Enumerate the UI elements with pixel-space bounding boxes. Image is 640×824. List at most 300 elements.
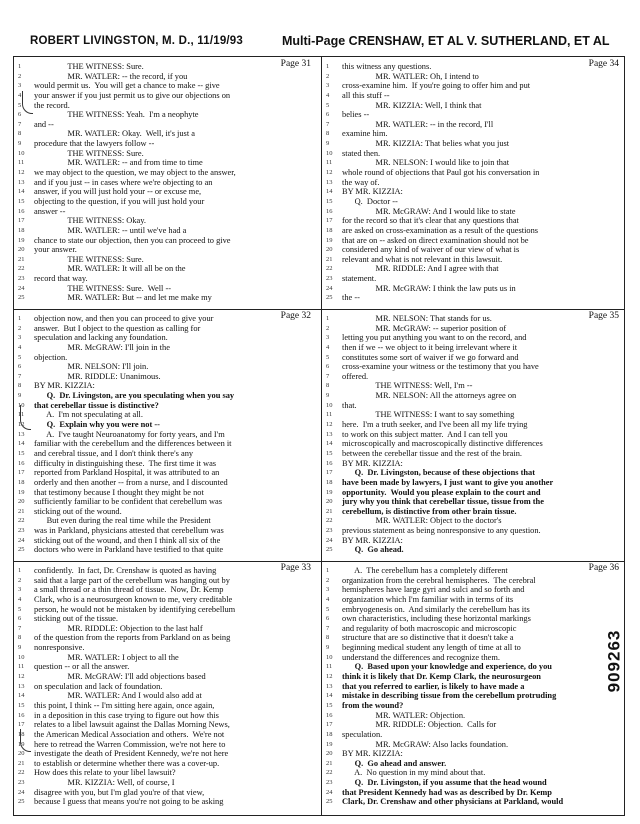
line-number: 1 — [18, 63, 22, 70]
bates-stamp: 909263 — [604, 629, 624, 693]
line-number: 4 — [18, 343, 22, 351]
line-text: relates to a libel lawsuit against the Dallas Morning News, — [34, 720, 230, 730]
transcript-line — [324, 439, 622, 449]
line-text: objection now, and then you can proceed to give your — [34, 314, 214, 323]
transcript-line — [324, 497, 622, 507]
line-text: then if we -- we object to it being irrelevant where it — [342, 342, 518, 352]
line-number: 19 — [326, 236, 333, 244]
page-number: Page 33 — [280, 563, 311, 573]
line-number: 16 — [326, 711, 333, 719]
transcript-line — [16, 353, 314, 363]
line-text: investigate the death of President Kennedy, we're not here — [34, 749, 229, 759]
line-number: 1 — [18, 567, 22, 574]
deposition-title: ROBERT LIVINGSTON, M. D., 11/19/93 — [30, 35, 244, 47]
line-number: 19 — [18, 488, 25, 496]
line-text: MR. WATLER: Okay. Well, it's just a — [34, 129, 195, 139]
line-number: 14 — [326, 440, 333, 448]
line-number: 19 — [18, 236, 25, 244]
line-number: 12 — [18, 673, 25, 681]
line-number: 7 — [326, 624, 330, 632]
line-text: Q. Based upon your knowledge and experience, do you — [342, 662, 552, 672]
transcript-line — [16, 516, 314, 526]
line-text: whole round of objections that Paul got his conversation in — [342, 168, 540, 178]
line-number: 6 — [326, 111, 330, 119]
transcript-line — [16, 158, 314, 168]
transcript-line — [324, 797, 622, 807]
transcript-line — [16, 711, 314, 721]
line-number: 10 — [18, 401, 25, 409]
line-number: 6 — [18, 363, 22, 371]
line-text: speculation and lacking any foundation. — [34, 333, 168, 343]
line-number: 10 — [18, 149, 25, 157]
line-text: A. I'm not speculating at all. — [34, 410, 143, 420]
line-number: 16 — [18, 459, 25, 467]
line-number: 24 — [326, 536, 333, 544]
case-title: Multi-Page CRENSHAW, ET AL V. SUTHERLAND, ET AL — [282, 34, 610, 48]
line-text: difficulty in distinguishing these. The first time it was — [34, 458, 217, 468]
transcript-line — [324, 91, 622, 101]
transcript-line — [16, 585, 314, 595]
transcript-line — [16, 401, 314, 411]
line-number: 1 — [326, 315, 330, 322]
row-divider — [14, 309, 624, 310]
line-number: 11 — [18, 411, 25, 419]
line-text: embryogenesis on. And similarly the cerebellum has its — [342, 604, 530, 614]
transcript-line — [16, 478, 314, 488]
line-number: 2 — [18, 72, 22, 80]
line-text: person, he would not be mistaken by identifying cerebellum — [34, 604, 236, 614]
transcript-line — [16, 381, 314, 391]
line-text: MR. RIDDLE: Unanimous. — [34, 371, 161, 381]
margin-mark — [22, 91, 33, 114]
transcript-line — [324, 759, 622, 769]
transcript-line — [324, 420, 622, 430]
line-number: 18 — [18, 478, 25, 486]
line-number: 6 — [18, 111, 22, 119]
transcript-line — [324, 293, 622, 303]
transcript-line — [16, 178, 314, 188]
transcript-line — [324, 197, 622, 207]
transcript-line — [324, 101, 622, 111]
line-text: own characteristics, including these horizontal markings — [342, 614, 531, 624]
line-number: 23 — [18, 779, 25, 787]
margin-mark — [20, 405, 31, 430]
line-text: objection. — [34, 352, 68, 362]
transcript-line — [16, 643, 314, 653]
line-text: here to retread the Warren Commission, we're not here to — [34, 739, 226, 749]
line-number: 2 — [326, 576, 330, 584]
transcript-line — [324, 314, 622, 324]
line-text: statement. — [342, 274, 377, 284]
line-number: 24 — [326, 284, 333, 292]
transcript-line — [324, 605, 622, 615]
line-number: 22 — [326, 769, 333, 777]
line-number: 12 — [18, 169, 25, 177]
line-text: cross-examine your witness or the testimony that you have — [342, 362, 539, 372]
transcript-line — [324, 536, 622, 546]
transcript-line — [16, 653, 314, 663]
line-text: THE WITNESS: Yeah. I'm a neophyte — [34, 110, 199, 120]
line-text: structure that are so distinctive that it doesn't take a — [342, 633, 514, 643]
line-number: 16 — [326, 459, 333, 467]
line-number: 8 — [326, 634, 330, 642]
transcript-line — [324, 449, 622, 459]
transcript-line — [324, 633, 622, 643]
transcript-line — [16, 410, 314, 420]
line-text: THE WITNESS: Sure. — [34, 254, 144, 264]
line-number: 10 — [18, 653, 25, 661]
line-text: the -- — [342, 293, 360, 303]
transcript-line — [16, 274, 314, 284]
line-text: question -- or all the answer. — [34, 662, 130, 672]
transcript-line — [324, 333, 622, 343]
line-text: MR. WATLER: -- in the record, I'll — [342, 119, 494, 129]
line-text: BY MR. KIZZIA: — [342, 187, 403, 197]
page-number: Page 34 — [588, 59, 619, 69]
line-text: said that a large part of the cerebellum was hanging out by — [34, 575, 230, 585]
transcript-line — [16, 459, 314, 469]
line-text: that are on -- asked on direct examination should not be — [342, 235, 529, 245]
line-number: 11 — [18, 159, 25, 167]
transcript-line — [16, 507, 314, 517]
transcript-line — [16, 255, 314, 265]
line-number: 7 — [18, 624, 22, 632]
transcript-line — [324, 129, 622, 139]
line-text: we may object to the question, we may object to the answer, — [34, 168, 236, 178]
line-text: MR. McGRAW: -- superior position of — [342, 323, 507, 333]
line-text: MR. KIZZIA: Well, of course, I — [34, 778, 175, 788]
line-text: hemispheres have large gyri and sulci and so forth and — [342, 585, 525, 595]
line-number: 12 — [326, 169, 333, 177]
transcript-line — [16, 362, 314, 372]
transcript-line — [324, 585, 622, 595]
line-number: 2 — [326, 324, 330, 332]
line-number: 14 — [326, 188, 333, 196]
line-text: a small thread or a thin thread of tissue. Now, Dr. Kemp — [34, 585, 224, 595]
line-number: 1 — [326, 63, 330, 70]
line-text: MR. WATLER: -- and from time to time — [34, 158, 203, 168]
transcript-line — [324, 778, 622, 788]
line-text: A. The cerebellum has a completely different — [342, 566, 508, 575]
line-text: MR. WATLER: Oh, I intend to — [342, 71, 479, 81]
transcript-line — [324, 691, 622, 701]
line-text: sticking out of the tissue. — [34, 614, 118, 624]
transcript-line — [16, 720, 314, 730]
transcript-lines — [324, 566, 622, 807]
transcript-line — [324, 207, 622, 217]
transcript-line — [16, 430, 314, 440]
line-text: BY MR. KIZZIA: — [342, 749, 403, 759]
transcript-line — [324, 110, 622, 120]
line-text: MR. McGRAW: I'll join in the — [34, 342, 170, 352]
line-text: MR. WATLER: And I would also add at — [34, 691, 202, 701]
line-text: chance to state our objection, then you can proceed to give — [34, 235, 231, 245]
line-number: 11 — [326, 663, 333, 671]
line-text: answer. But I object to the question as calling for — [34, 323, 201, 333]
line-number: 15 — [326, 449, 333, 457]
transcript-line — [16, 768, 314, 778]
line-text: Clark, who is a neurosurgeon known to me, very creditable — [34, 594, 233, 604]
line-number: 3 — [326, 82, 330, 90]
line-text: cerebellum, is distinctive from other brain tissue. — [342, 506, 517, 516]
transcript-line — [324, 158, 622, 168]
line-text: familiar with the cerebellum and the differences between it — [34, 439, 232, 449]
line-text: to establish or determine whether there was a cover-up. — [34, 758, 220, 768]
line-number: 23 — [326, 275, 333, 283]
line-number: 21 — [18, 255, 25, 263]
line-number: 20 — [18, 750, 25, 758]
transcript-panel — [16, 563, 314, 813]
transcript-panel — [16, 311, 314, 561]
line-number: 23 — [18, 527, 25, 535]
line-number: 6 — [326, 363, 330, 371]
line-text: MR. NELSON: That stands for us. — [342, 314, 492, 323]
line-number: 3 — [326, 334, 330, 342]
transcript-line — [324, 178, 622, 188]
transcript-lines — [16, 314, 314, 555]
transcript-line — [16, 216, 314, 226]
transcript-line — [324, 624, 622, 634]
line-text: THE WITNESS: Sure. — [34, 148, 144, 158]
line-text: your answer. — [34, 245, 77, 255]
line-text: organization from the cerebral hemispheres. The cerebral — [342, 575, 536, 585]
line-number: 13 — [18, 430, 25, 438]
transcript-line — [16, 333, 314, 343]
line-text: and regularity of both macroscopic and microscopic — [342, 623, 517, 633]
line-number: 24 — [18, 536, 25, 544]
line-number: 14 — [18, 692, 25, 700]
line-text: from the wound? — [342, 700, 404, 710]
transcript-grid — [13, 56, 625, 816]
line-text: MR. WATLER: Objection. — [342, 710, 466, 720]
line-number: 1 — [18, 315, 22, 322]
line-text: sticking out of the wound. — [34, 506, 122, 516]
line-text: for the record so that it's clear that any questions that — [342, 216, 519, 226]
line-text: have been made by lawyers, I just want to give you another — [342, 477, 554, 487]
line-text: of the question from the reports from Parkland on as being — [34, 633, 231, 643]
transcript-line — [16, 749, 314, 759]
transcript-line — [324, 72, 622, 82]
line-number: 3 — [326, 586, 330, 594]
line-text: considered any kind of waiver of our view of what is — [342, 245, 520, 255]
page-number: Page 35 — [588, 311, 619, 321]
transcript-line — [16, 701, 314, 711]
line-number: 21 — [326, 759, 333, 767]
transcript-line — [324, 401, 622, 411]
line-text: between the cerebellar tissue and the rest of the brain. — [342, 448, 522, 458]
line-number: 12 — [18, 421, 25, 429]
line-text: orderly and then another -- from a nurse, and I discounted — [34, 477, 228, 487]
line-text: THE WITNESS: Well, I'm -- — [342, 381, 473, 391]
line-text: here. I'm a truth seeker, and I've been all my life trying — [342, 420, 528, 430]
transcript-line — [324, 324, 622, 334]
margin-mark — [20, 729, 31, 752]
line-text: Q. Explain why you were not -- — [34, 420, 160, 430]
line-number: 17 — [326, 217, 333, 225]
transcript-panel — [324, 311, 622, 561]
line-number: 15 — [18, 197, 25, 205]
line-text: A. No question in my mind about that. — [342, 768, 486, 778]
line-text: How does this relate to your libel lawsuit? — [34, 768, 176, 778]
line-text: answer -- — [34, 206, 66, 216]
line-number: 21 — [18, 759, 25, 767]
transcript-line — [16, 120, 314, 130]
line-number: 20 — [326, 498, 333, 506]
line-number: 15 — [326, 197, 333, 205]
transcript-line — [16, 284, 314, 294]
transcript-line — [324, 545, 622, 555]
line-number: 14 — [18, 188, 25, 196]
transcript-line — [16, 497, 314, 507]
line-number: 14 — [18, 440, 25, 448]
transcript-line — [324, 595, 622, 605]
transcript-line — [16, 468, 314, 478]
transcript-line — [16, 324, 314, 334]
line-text: to work on this subject matter. And I can tell you — [342, 429, 508, 439]
transcript-line — [16, 420, 314, 430]
line-text: and if you just -- in cases where we're objecting to an — [34, 177, 213, 187]
transcript-line — [16, 682, 314, 692]
line-number: 3 — [18, 82, 22, 90]
line-text: MR. NELSON: All the attorneys agree on — [342, 391, 517, 401]
transcript-line — [324, 391, 622, 401]
line-text: previous statement as being nonresponsive to any question. — [342, 526, 541, 536]
transcript-line — [324, 614, 622, 624]
line-text: disagree with you, but I'm glad you're of that view, — [34, 787, 205, 797]
line-text: because I guess that means you're not going to be asking — [34, 797, 224, 807]
line-number: 19 — [18, 740, 25, 748]
line-number: 9 — [326, 140, 330, 148]
transcript-lines — [16, 62, 314, 303]
transcript-line — [16, 566, 314, 576]
line-number: 25 — [326, 294, 333, 302]
line-text: constitutes some sort of waiver if we go forward and — [342, 352, 519, 362]
line-text: beginning medical student any length of time at all to — [342, 643, 521, 653]
line-number: 14 — [326, 692, 333, 700]
line-number: 15 — [18, 701, 25, 709]
line-number: 11 — [18, 663, 25, 671]
line-number: 25 — [326, 546, 333, 554]
transcript-line — [16, 391, 314, 401]
transcript-line — [16, 672, 314, 682]
line-number: 25 — [326, 798, 333, 806]
line-number: 17 — [326, 721, 333, 729]
transcript-line — [16, 730, 314, 740]
line-text: MR. RIDDLE: And I agree with that — [342, 264, 499, 274]
line-text: THE WITNESS: I want to say something — [342, 410, 515, 420]
line-number: 23 — [18, 275, 25, 283]
transcript-line — [324, 264, 622, 274]
line-number: 12 — [326, 673, 333, 681]
line-number: 22 — [326, 265, 333, 273]
transcript-line — [324, 643, 622, 653]
line-text: organization which I'm familiar with in terms of its — [342, 594, 514, 604]
line-text: MR. McGRAW: And I would like to state — [342, 206, 516, 216]
line-number: 19 — [326, 740, 333, 748]
line-number: 15 — [326, 701, 333, 709]
transcript-line — [16, 605, 314, 615]
line-number: 20 — [326, 750, 333, 758]
line-text: relevant and what is not relevant in this lawsuit. — [342, 254, 503, 264]
transcript-line — [324, 120, 622, 130]
transcript-line — [324, 274, 622, 284]
line-text: BY MR. KIZZIA: — [342, 535, 403, 545]
transcript-line — [324, 187, 622, 197]
line-number: 7 — [18, 120, 22, 128]
line-number: 8 — [326, 382, 330, 390]
line-number: 3 — [18, 586, 22, 594]
line-number: 5 — [18, 353, 22, 361]
transcript-line — [16, 149, 314, 159]
page-number: Page 36 — [588, 563, 619, 573]
line-number: 5 — [326, 101, 330, 109]
line-text: opportunity. Would you please explain to the court and — [342, 487, 541, 497]
line-text: BY MR. KIZZIA: — [342, 458, 403, 468]
transcript-line — [16, 526, 314, 536]
line-text: the American Medical Association and others. We're not — [34, 729, 225, 739]
transcript-line — [16, 314, 314, 324]
transcript-line — [324, 740, 622, 750]
line-number: 24 — [18, 788, 25, 796]
line-text: doctors who were in Parkland have testified to that quite — [34, 545, 224, 555]
transcript-lines — [324, 314, 622, 555]
transcript-line — [324, 372, 622, 382]
line-number: 2 — [18, 324, 22, 332]
line-text: are asked on cross-examination as a result of the questions — [342, 225, 539, 235]
transcript-line — [16, 788, 314, 798]
line-number: 13 — [18, 682, 25, 690]
line-number: 22 — [326, 517, 333, 525]
line-number: 25 — [18, 546, 25, 554]
line-text: Q. Dr. Livingston, if you assume that the head wound — [342, 778, 547, 788]
line-text: microscopically and macroscopically distinctive differences — [342, 439, 543, 449]
transcript-line — [324, 255, 622, 265]
line-text: the record. — [34, 100, 70, 110]
transcript-line — [16, 139, 314, 149]
line-number: 2 — [326, 72, 330, 80]
page-header — [0, 0, 640, 52]
line-text: MR. WATLER: It will all be on the — [34, 264, 186, 274]
line-number: 4 — [18, 595, 22, 603]
transcript-line — [16, 264, 314, 274]
transcript-line — [16, 372, 314, 382]
line-text: Clark, Dr. Crenshaw and other physicians at Parkland, would — [342, 797, 564, 807]
transcript-line — [324, 526, 622, 536]
transcript-line — [324, 730, 622, 740]
line-number: 22 — [18, 517, 25, 525]
line-number: 9 — [18, 644, 22, 652]
transcript-line — [16, 662, 314, 672]
transcript-line — [324, 284, 622, 294]
line-text: MR. WATLER: -- the record, if you — [34, 71, 188, 81]
transcript-line — [16, 81, 314, 91]
page-number: Page 32 — [280, 311, 311, 321]
line-text: Q. Dr. Livingston, are you speculating when you say — [34, 391, 235, 401]
transcript-line — [324, 788, 622, 798]
line-text: confidently. In fact, Dr. Crenshaw is quoted as having — [34, 566, 217, 575]
line-number: 10 — [326, 401, 333, 409]
line-text: this point, I think -- I'm sitting here again, once again, — [34, 700, 215, 710]
line-text: your answer if you just permit us to give our objections on — [34, 90, 231, 100]
line-text: MR. KIZZIA: That belies what you just — [342, 139, 510, 149]
line-number: 24 — [326, 788, 333, 796]
transcript-panel — [324, 59, 622, 309]
line-text: Q. Dr. Livingston, because of these objections that — [342, 468, 536, 478]
transcript-line — [324, 653, 622, 663]
line-text: that. — [342, 400, 357, 410]
transcript-line — [324, 149, 622, 159]
transcript-line — [324, 711, 622, 721]
